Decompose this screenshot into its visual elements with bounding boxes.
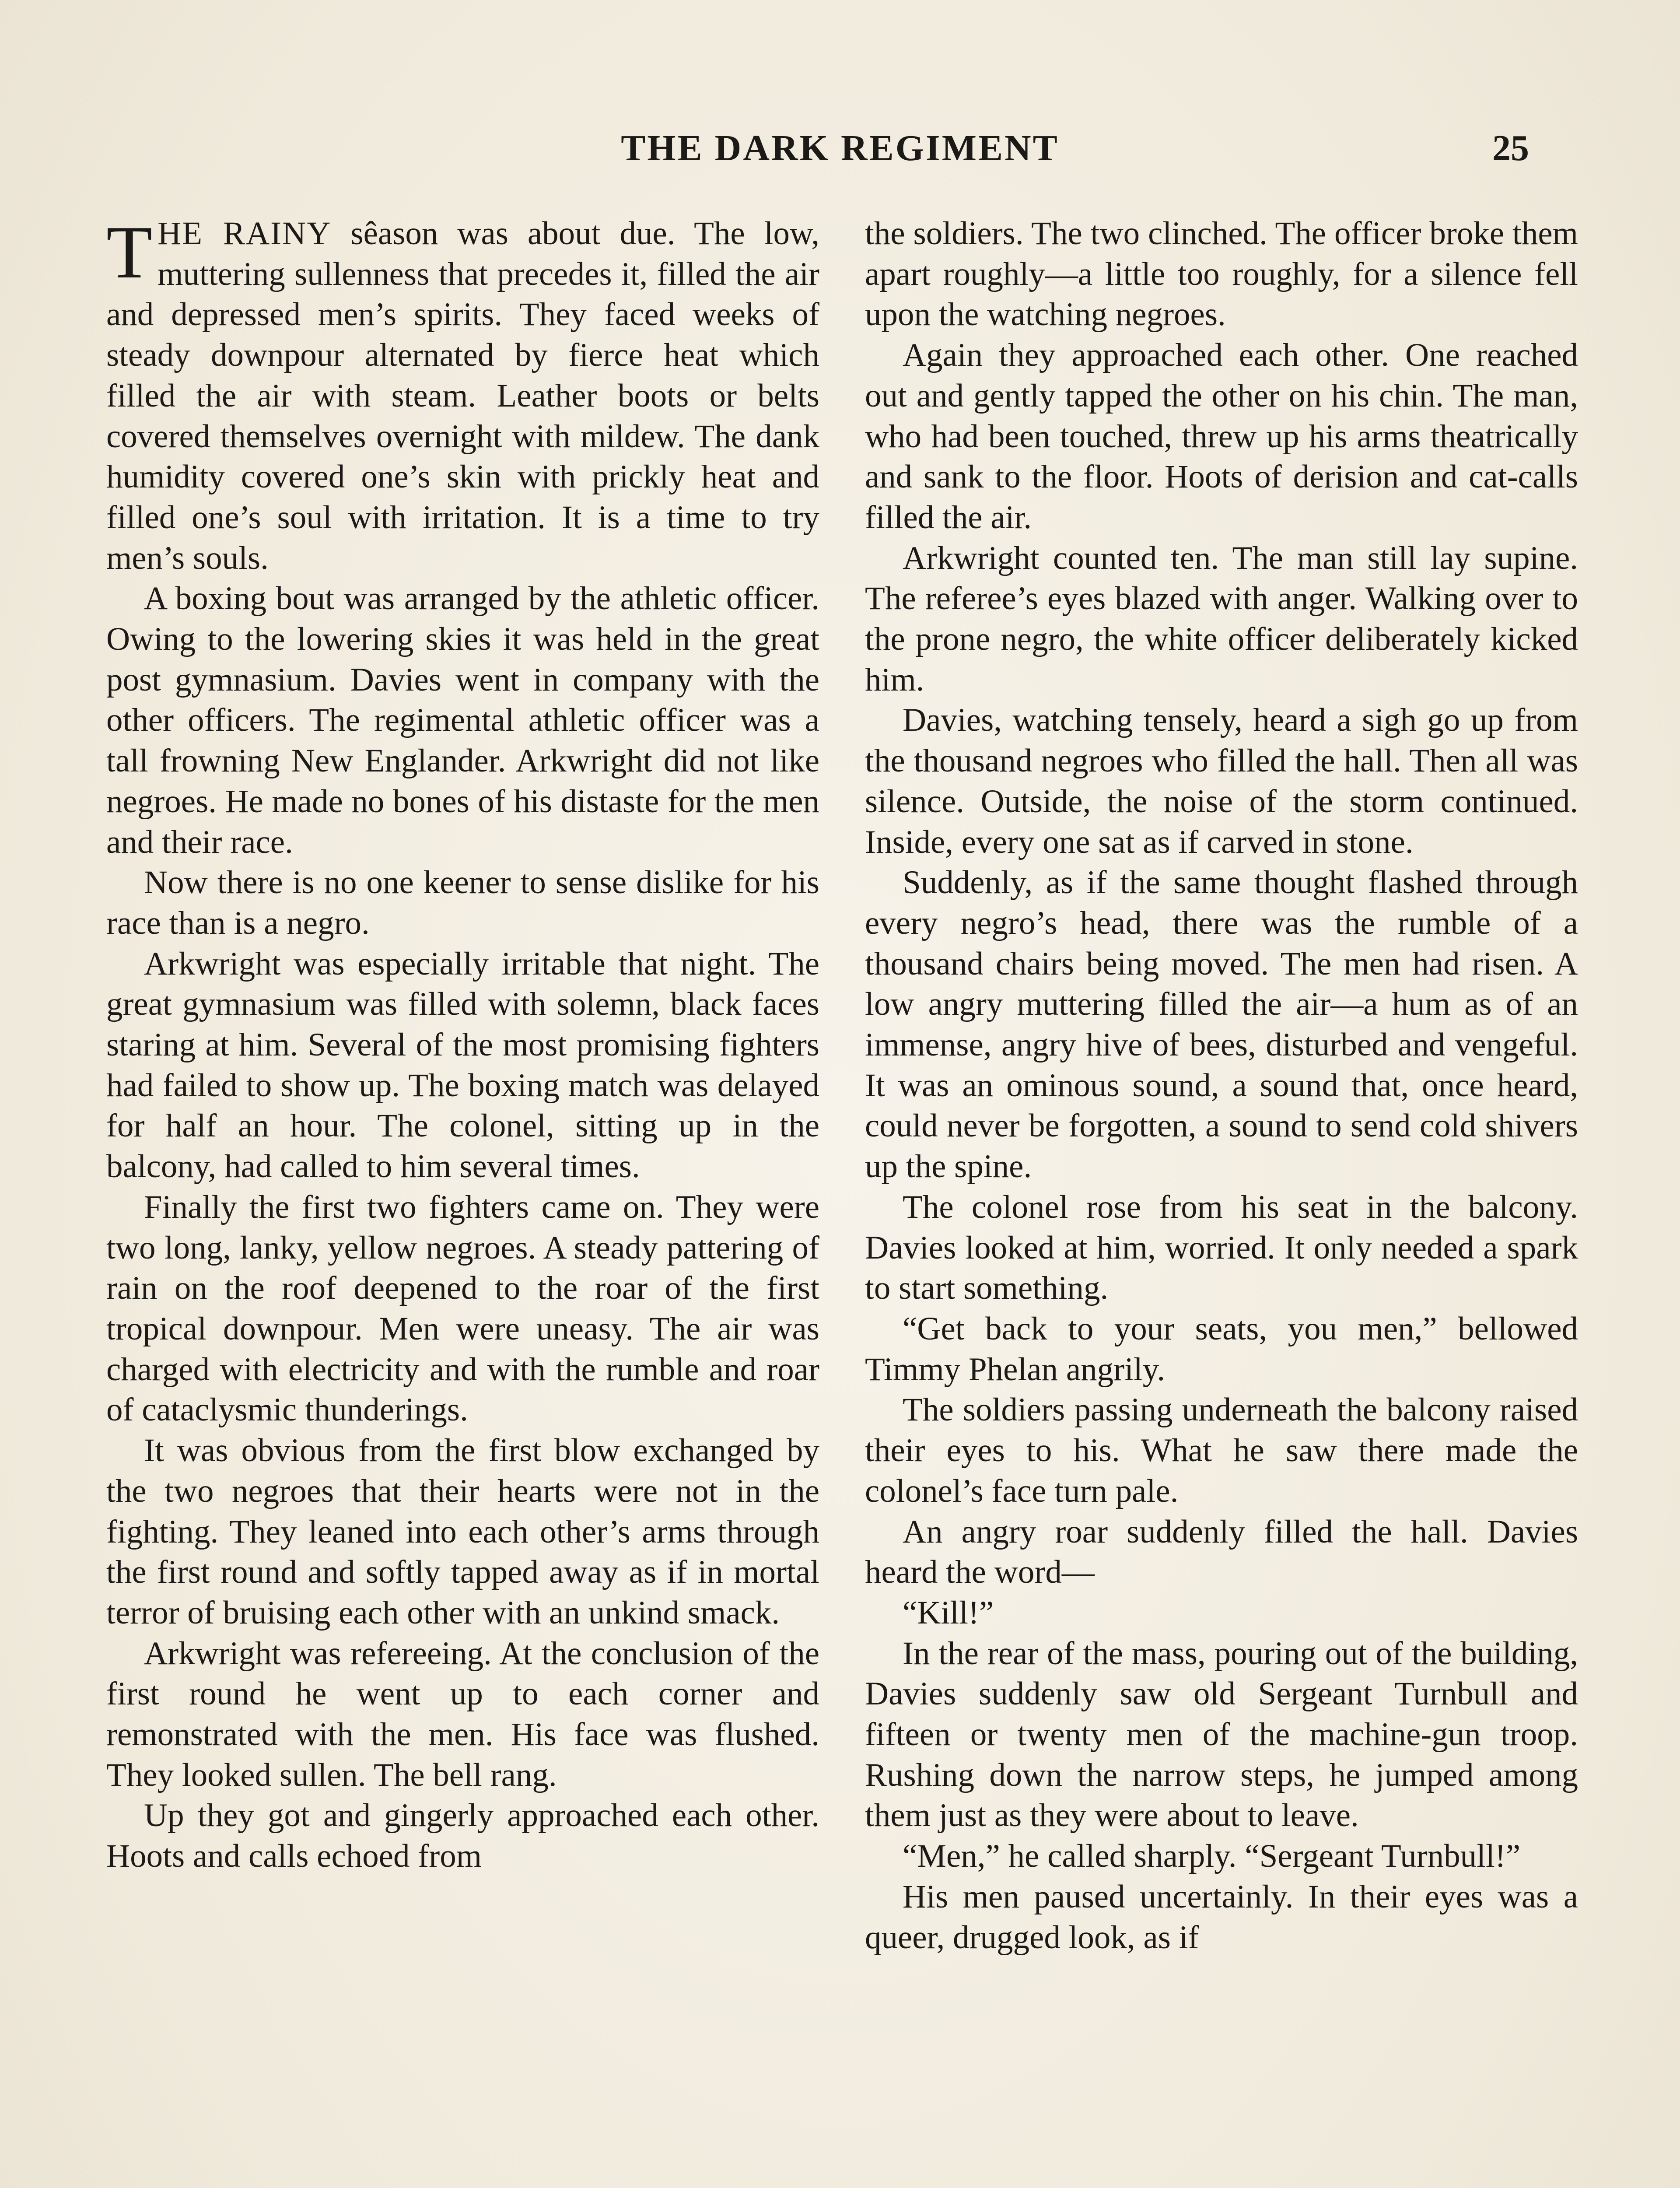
paragraph-12: Suddenly, as if the same thought flashed through every negro’s head, there was the rumble of a thousand chairs being moved. The men had risen. A low angry muttering filled the air—a hum as of an immense, angry hive of bees, disturbed and vengeful. It was an ominous sound, a sound that, once heard, could never be forgotten, a sound to send cold shivers up the spine. <box>865 864 1578 1185</box>
paragraph-1-text: sêason was about due. The low, muttering sullenness that precedes it, filled the air and depressed men’s spirits. They faced weeks of steady downpour alternated by fierce heat which filled the air with steam. Leather boots or belts covered themselves overnight with mildew. The dank humidity covered one’s skin with prickly heat and filled one’s soul with irritation. It is a time to try men’s souls. <box>106 215 819 576</box>
paragraph-4: Arkwright was especially irritable that night. The great gymnasium was filled with solemn, black faces staring at him. Several of the most promising fighters had failed to show up. The boxing match was delayed for half an hour. The colonel, sitting up in the balcony, had called to him several times. <box>106 945 819 1185</box>
left-column <box>106 214 819 2188</box>
paragraph-16: An angry roar suddenly filled the hall. Davies heard the word— <box>865 1513 1578 1591</box>
paragraph-continued: the soldiers. The two clinched. The officer broke them apart roughly—a little too roughly, for a silence fell upon the watching negroes. <box>865 215 1578 333</box>
running-head <box>0 127 1680 175</box>
paragraph-11: Davies, watching tensely, heard a sigh go up from the thousand negroes who filled the hall. Then all was silence. Outside, the noise of the storm continued. Inside, every one sat as if carved in stone. <box>865 702 1578 860</box>
paragraph-1 <box>106 214 819 579</box>
paragraph-17: “Kill!” <box>903 1594 994 1631</box>
right-column <box>865 214 1578 2188</box>
paragraph-8: Up they got and gingerly approached each other. Hoots and calls echoed from <box>106 1797 819 1875</box>
page-number: 25 <box>1492 128 1529 168</box>
paragraph-7: Arkwright was refereeing. At the conclusion of the first round he went up to each corner and remonstrated with the men. His face was flushed. They looked sullen. The bell rang. <box>106 1635 819 1793</box>
paragraph-20: His men paused uncertainly. In their eyes was a queer, drugged look, as if <box>865 1878 1578 1956</box>
paragraph-19: “Men,” he called sharply. “Sergeant Turnbull!” <box>903 1838 1521 1875</box>
paragraph-9: Again they approached each other. One reached out and gently tapped the other on his chin. The man, who had been touched, threw up his arms theatrically and sank to the floor. Hoots of derision and cat-calls filled the air. <box>865 337 1578 536</box>
paragraph-2: A boxing bout was arranged by the athletic officer. Owing to the lowering skies it was held in the great post gymnasium. Davies went in company with the other officers. The regimental athletic officer was a tall frowning New Englander. Arkwright did not like negroes. He made no bones of his distaste for the men and their race. <box>106 580 819 860</box>
paragraph-10: Arkwright counted ten. The man still lay supine. The referee’s eyes blazed with anger. Walking over to the prone negro, the white officer deliberately kicked him. <box>865 540 1578 698</box>
paragraph-14: “Get back to your seats, you men,” bellowed Timmy Phelan angrily. <box>865 1310 1578 1388</box>
paragraph-3: Now there is no one keener to sense dislike for his race than is a negro. <box>106 864 819 941</box>
opening-words: HE RAINY <box>158 215 332 252</box>
paragraph-15: The soldiers passing underneath the balcony raised their eyes to his. What he saw there made the colonel’s face turn pale. <box>865 1392 1578 1509</box>
paragraph-13: The colonel rose from his seat in the balcony. Davies looked at him, worried. It only needed a spark to start something. <box>865 1189 1578 1307</box>
paragraph-5: Finally the first two fighters came on. They were two long, lanky, yellow negroes. A steady pattering of rain on the roof deepened to the roar of the first tropical downpour. Men were uneasy. The air was charged with electricity and with the rumble and roar of cataclysmic thunderings. <box>106 1189 819 1428</box>
text-columns <box>106 214 1578 2188</box>
running-title: THE DARK REGIMENT <box>621 128 1059 168</box>
paragraph-6: It was obvious from the first blow exchanged by the two negroes that their hearts were not in the fighting. They leaned into each other’s arms through the first round and softly tapped away as if in mortal terror of bruising each other with an unkind smack. <box>106 1432 819 1631</box>
drop-cap: T <box>106 214 153 294</box>
paragraph-18: In the rear of the mass, pouring out of the building, Davies suddenly saw old Sergeant Turnbull and fifteen or twenty men of the machine-gun troop. Rushing down the narrow steps, he jumped among them just as they were about to leave. <box>865 1635 1578 1834</box>
